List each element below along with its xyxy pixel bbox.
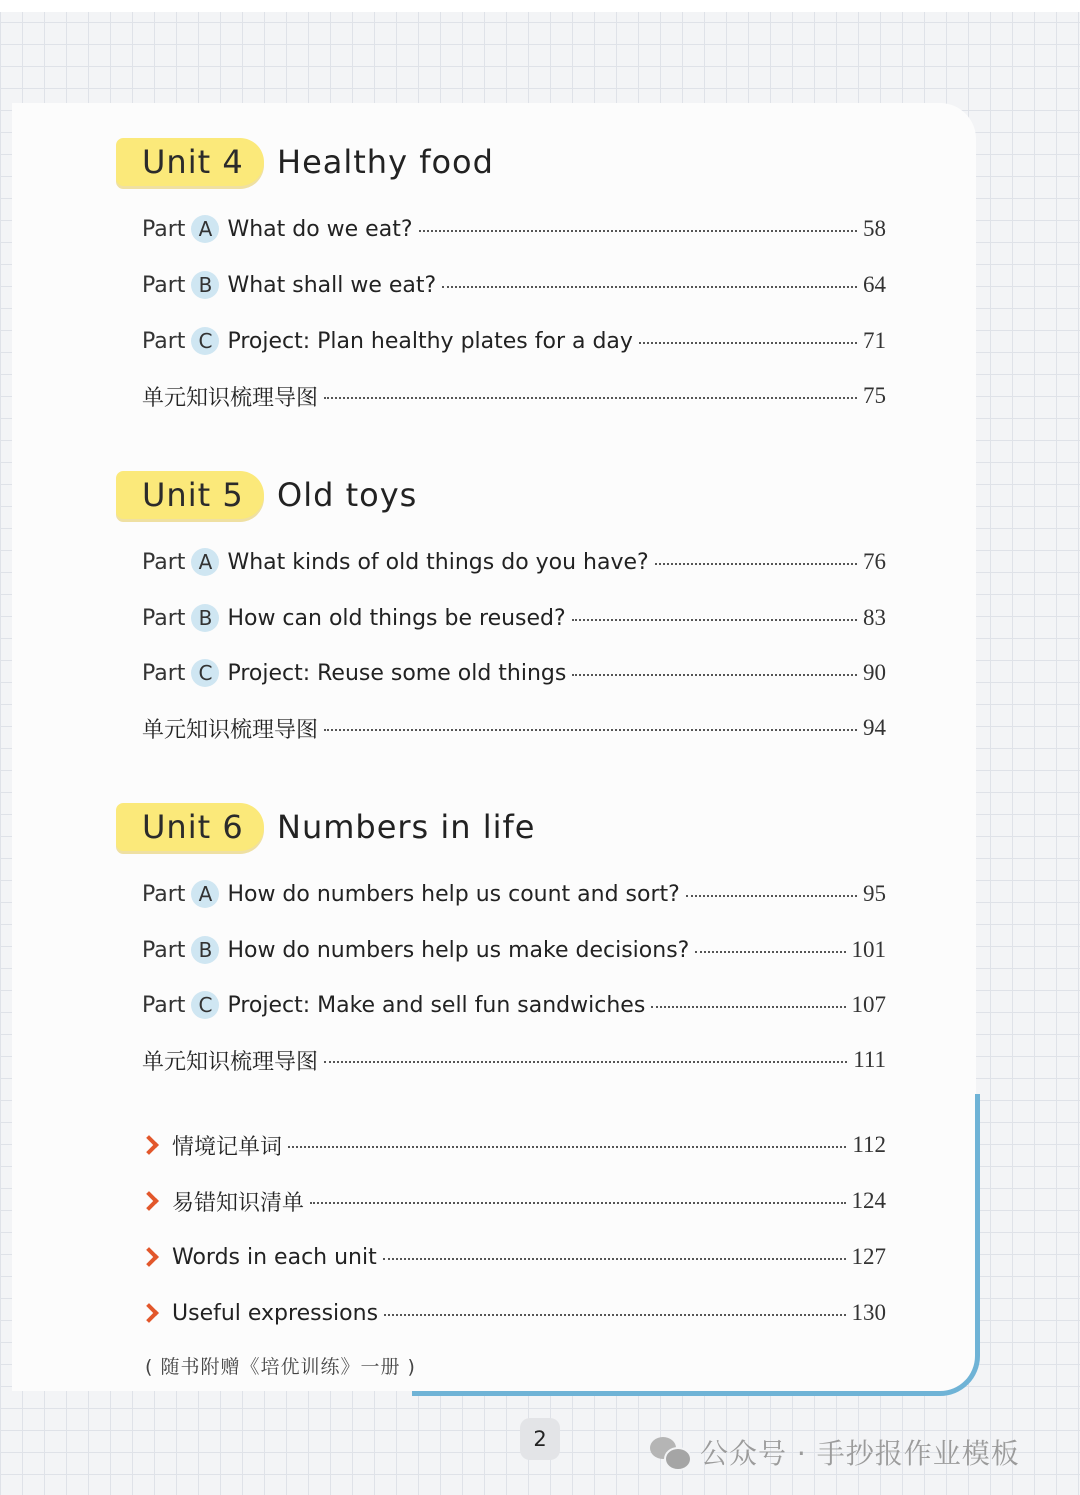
dot-leader [686, 895, 857, 897]
entry-page: 112 [852, 1132, 886, 1157]
toc-entry-mindmap[interactable] [142, 379, 886, 413]
part-word: Part [142, 216, 186, 242]
toc-entry-mindmap[interactable] [142, 1043, 886, 1077]
toc-entry[interactable] [142, 268, 886, 302]
unit-title: Healthy food [277, 143, 494, 181]
dot-leader [651, 1006, 845, 1008]
entry-page: 64 [863, 272, 886, 297]
part-word: Part [142, 272, 186, 298]
bonus-note: ( 随书附赠《培优训练》一册 ) [145, 1356, 416, 1378]
dot-leader [442, 286, 857, 288]
unit-label: Unit 5 [142, 476, 244, 514]
entry-title: What kinds of old things do you have? [227, 549, 649, 575]
entry-page: 124 [851, 1188, 886, 1213]
entry-title: Project: Plan healthy plates for a day [227, 328, 633, 354]
part-word: Part [142, 605, 186, 631]
part-letter: C [191, 659, 219, 687]
entry-page: 83 [863, 605, 886, 630]
entry-title: Words in each unit [172, 1244, 377, 1270]
unit-title: Numbers in life [277, 808, 536, 846]
part-letter: A [191, 215, 219, 243]
dot-leader [655, 563, 857, 565]
dot-leader [572, 619, 857, 621]
toc-entry[interactable] [142, 601, 886, 635]
watermark [650, 1432, 1020, 1472]
entry-title: 情境记单词 [172, 1134, 283, 1160]
entry-page: 101 [851, 937, 886, 962]
chevron-right-icon [139, 1191, 159, 1211]
part-letter: C [191, 991, 219, 1019]
toc-entry[interactable] [142, 656, 886, 690]
entry-page: 111 [853, 1047, 886, 1072]
part-word: Part [142, 992, 186, 1018]
page-number: 2 [520, 1418, 560, 1460]
dot-leader [324, 397, 857, 399]
part-word: Part [142, 328, 186, 354]
part-word: Part [142, 549, 186, 575]
dot-leader [695, 951, 845, 953]
entry-page: 95 [863, 881, 886, 906]
toc-entry[interactable] [142, 324, 886, 358]
toc-entry[interactable] [142, 877, 886, 911]
entry-page: 75 [863, 383, 886, 408]
wechat-icon [650, 1435, 690, 1469]
card-accent-border [412, 1094, 980, 1396]
entry-page: 127 [851, 1244, 886, 1269]
dot-leader [324, 729, 857, 731]
toc-entry[interactable] [142, 933, 886, 967]
chevron-right-icon [139, 1247, 159, 1267]
part-word: Part [142, 881, 186, 907]
entry-title: Useful expressions [172, 1300, 379, 1326]
entry-page: 58 [863, 216, 886, 241]
watermark-text: 公众号 · 手抄报作业模板 [700, 1437, 1020, 1470]
part-letter: B [191, 271, 219, 299]
entry-title: How can old things be reused? [227, 605, 566, 631]
part-letter: B [191, 604, 219, 632]
entry-page: 90 [863, 660, 886, 685]
entry-title: 易错知识清单 [172, 1190, 305, 1216]
entry-page: 94 [863, 715, 886, 740]
entry-title: How do numbers help us make decisions? [227, 937, 690, 963]
chevron-right-icon [139, 1135, 159, 1155]
dot-leader [419, 230, 858, 232]
toc-entry[interactable] [142, 212, 886, 246]
chevron-right-icon [139, 1303, 159, 1323]
part-letter: C [191, 327, 219, 355]
entry-title: 单元知识梳理导图 [142, 1049, 319, 1075]
entry-page: 107 [851, 992, 886, 1017]
entry-page: 76 [863, 549, 886, 574]
entry-title: Project: Make and sell fun sandwiches [227, 992, 646, 1018]
part-word: Part [142, 937, 186, 963]
entry-page: 130 [851, 1300, 886, 1325]
toc-entry[interactable] [142, 545, 886, 579]
part-letter: A [191, 548, 219, 576]
dot-leader [324, 1061, 847, 1063]
dot-leader [572, 674, 857, 676]
toc-entry-mindmap[interactable] [142, 711, 886, 745]
entry-page: 71 [863, 328, 886, 353]
unit-label: Unit 4 [142, 143, 244, 181]
unit-title: Old toys [277, 476, 418, 514]
entry-title: How do numbers help us count and sort? [227, 881, 680, 907]
toc-entry[interactable] [142, 988, 886, 1022]
entry-title: What shall we eat? [227, 272, 437, 298]
dot-leader [639, 342, 857, 344]
part-letter: B [191, 936, 219, 964]
entry-title: What do we eat? [227, 216, 413, 242]
entry-title: 单元知识梳理导图 [142, 385, 319, 411]
top-strip [0, 0, 1080, 12]
entry-title: 单元知识梳理导图 [142, 717, 319, 743]
part-letter: A [191, 880, 219, 908]
entry-title: Project: Reuse some old things [227, 660, 567, 686]
part-word: Part [142, 660, 186, 686]
unit-label: Unit 6 [142, 808, 244, 846]
